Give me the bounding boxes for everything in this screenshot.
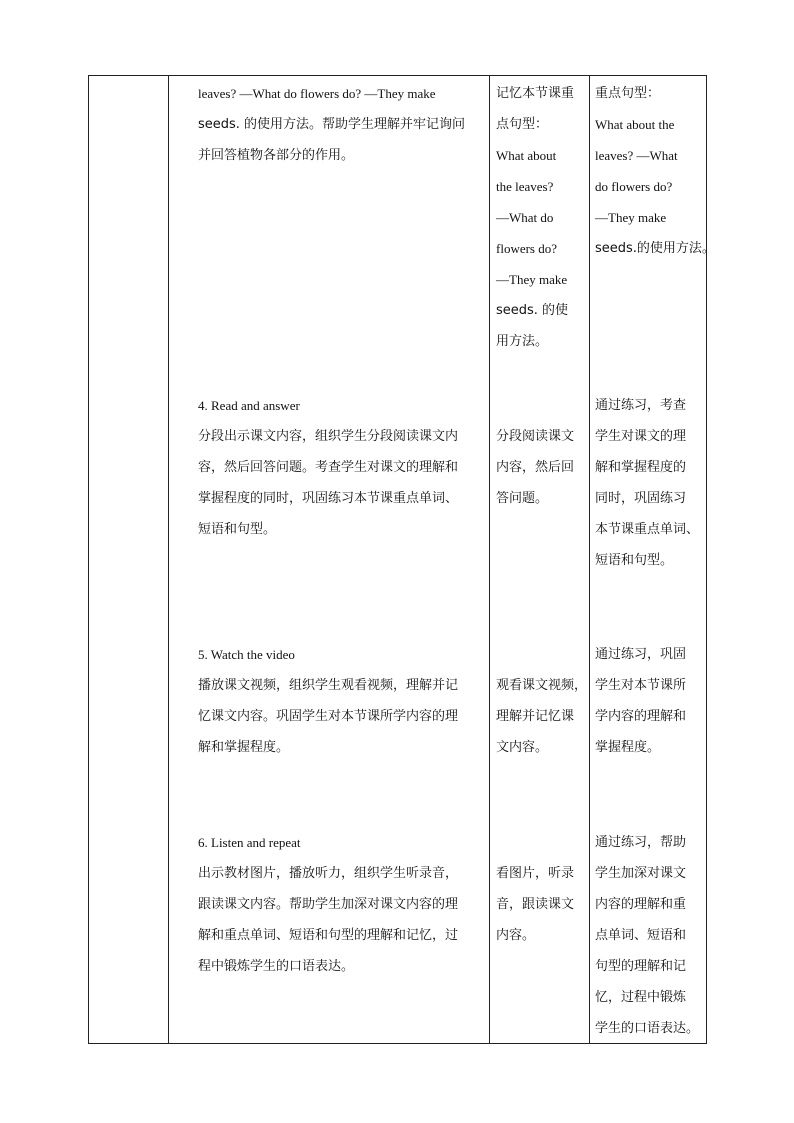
text-line: —They make [496, 272, 568, 287]
text-line: seeds.的使用方法。 [595, 241, 715, 256]
text-line: 点句型： [496, 117, 549, 132]
text-line: 看图片，听录 [496, 866, 575, 881]
text-line: 学生对课文的理 [595, 429, 687, 444]
text-line: What about [496, 148, 557, 163]
text-line: 理解并记忆课 [496, 709, 575, 724]
text-line: the leaves? [496, 179, 554, 194]
text-line: seeds. 的使用方法。帮助学生理解并牢记询问 [198, 117, 466, 132]
lesson-plan-table [88, 75, 715, 1044]
text-line: 学生的口语表达。 [595, 1021, 700, 1036]
step-title: 5. Watch the video [198, 647, 295, 662]
text-line: 通过练习，帮助 [595, 835, 687, 850]
text-line: 学生加深对课文 [595, 866, 687, 881]
text-line: 出示教材图片，播放听力，组织学生听录音， [198, 866, 459, 881]
text-line: 内容的理解和重 [595, 897, 687, 912]
text-line: 解和重点单词、短语和句型的理解和记忆，过 [198, 928, 459, 943]
step-title: 6. Listen and repeat [198, 835, 301, 850]
student-activity-cell [496, 670, 587, 763]
teacher-activity-cell [198, 78, 465, 171]
design-intent-cell [595, 639, 686, 763]
column-divider [489, 76, 490, 1043]
design-intent-cell [595, 78, 715, 264]
text-line: 音，跟读课文 [496, 897, 575, 912]
text-line: 程中锻炼学生的口语表达。 [198, 959, 355, 974]
text-line: 用方法。 [496, 334, 549, 349]
text-line: 掌握程度的同时，巩固练习本节课重点单词、 [198, 491, 459, 506]
text-line: 通过练习，考查 [595, 398, 687, 413]
text-line: 学生对本节课所 [595, 678, 687, 693]
text-line: 句型的理解和记 [595, 959, 687, 974]
text-line: What about the [595, 117, 675, 132]
text-line: leaves? —What [595, 148, 678, 163]
design-intent-cell [595, 827, 699, 1044]
text-line: 同时，巩固练习 [595, 491, 687, 506]
text-line: 跟读课文内容。帮助学生加深对课文内容的理 [198, 897, 459, 912]
text-line: 分段出示课文内容，组织学生分段阅读课文内 [198, 429, 459, 444]
text-line: 分段阅读课文 [496, 429, 575, 444]
student-activity-cell [496, 78, 574, 357]
text-line: 掌握程度。 [595, 740, 661, 755]
student-activity-cell [496, 858, 574, 951]
teacher-activity-cell [198, 390, 458, 545]
text-line: 答问题。 [496, 491, 549, 506]
text-line: 重点句型： [595, 86, 661, 101]
text-line: 忆课文内容。巩固学生对本节课所学内容的理 [198, 709, 459, 724]
text-line: 并回答植物各部分的作用。 [198, 148, 355, 163]
design-intent-cell [595, 390, 699, 576]
text-line: leaves? —What do flowers do? —They make [198, 86, 436, 101]
step-title: 4. Read and answer [198, 398, 300, 413]
student-activity-cell [496, 421, 574, 514]
column-divider [168, 76, 169, 1043]
text-line: —What do [496, 210, 554, 225]
text-line: 学内容的理解和 [595, 709, 687, 724]
text-line: 短语和句型。 [198, 522, 277, 537]
text-line: 本节课重点单词、 [595, 522, 700, 537]
text-line: 短语和句型。 [595, 553, 674, 568]
text-line: —They make [595, 210, 667, 225]
text-line: 内容。 [496, 928, 536, 943]
text-line: 容，然后回答问题。考查学生对课文的理解和 [198, 460, 459, 475]
text-line: 解和掌握程度。 [198, 740, 290, 755]
text-line: 忆，过程中锻炼 [595, 990, 687, 1005]
text-line: 观看课文视频， [496, 678, 588, 693]
text-line: 通过练习，巩固 [595, 647, 687, 662]
text-line: flowers do? [496, 241, 558, 256]
text-line: seeds. 的使 [496, 303, 569, 318]
text-line: 记忆本节课重 [496, 86, 575, 101]
column-divider [589, 76, 590, 1043]
teacher-activity-cell [198, 639, 458, 763]
text-line: 点单词、短语和 [595, 928, 687, 943]
text-line: 解和掌握程度的 [595, 460, 687, 475]
text-line: 播放课文视频，组织学生观看视频，理解并记 [198, 678, 459, 693]
teacher-activity-cell [198, 827, 458, 982]
text-line: 内容，然后回 [496, 460, 575, 475]
text-line: do flowers do? [595, 179, 673, 194]
text-line: 文内容。 [496, 740, 549, 755]
